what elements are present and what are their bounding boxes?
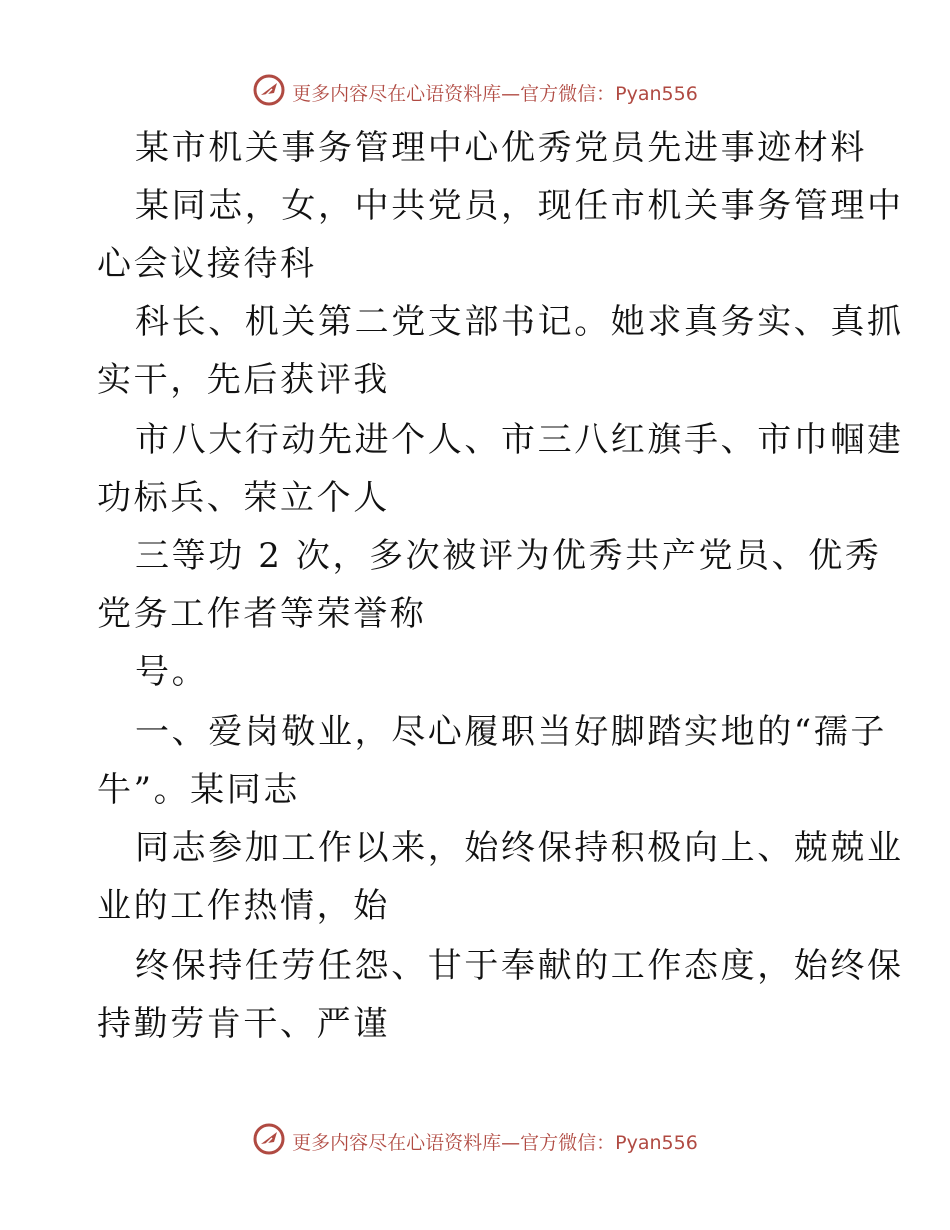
paragraph-line: 功标兵、荣立个人 xyxy=(97,478,390,518)
paragraph-line: 某同志，女，中共党员，现任市机关事务管理中 xyxy=(135,186,904,226)
paragraph-line: 三等功 2 次，多次被评为优秀共产党员、优秀 xyxy=(135,536,882,576)
paragraph-line: 终保持任劳任怨、甘于奉献的工作态度，始终保 xyxy=(135,946,904,986)
paragraph-line: 持勤劳肯干、严谨 xyxy=(97,1004,390,1044)
paragraph-line: 党务工作者等荣誉称 xyxy=(97,594,427,634)
watermark-footer xyxy=(0,1122,950,1161)
document-title: 某市机关事务管理中心优秀党员先进事迹材料 xyxy=(135,128,867,168)
logo-icon xyxy=(252,1122,286,1161)
section-heading-line: 一、爱岗敬业，尽心履职当好脚踏实地的“孺子 xyxy=(135,712,887,752)
paragraph-line: 科长、机关第二党支部书记。她求真务实、真抓 xyxy=(135,302,904,342)
paragraph-line: 实干，先后获评我 xyxy=(97,360,390,400)
watermark-header xyxy=(0,73,950,112)
watermark-text: 更多内容尽在心语资料库—官方微信：Pyan556 xyxy=(292,83,698,105)
paragraph-line: 业的工作热情，始 xyxy=(97,886,390,926)
logo-icon xyxy=(252,73,286,112)
watermark-text: 更多内容尽在心语资料库—官方微信：Pyan556 xyxy=(292,1132,698,1154)
paragraph-line: 号。 xyxy=(135,652,209,692)
paragraph-line: 心会议接待科 xyxy=(97,244,317,284)
paragraph-line: 同志参加工作以来，始终保持积极向上、兢兢业 xyxy=(135,828,904,868)
paragraph-line: 市八大行动先进个人、市三八红旗手、市巾帼建 xyxy=(135,420,904,460)
paragraph-line: 牛”。某同志 xyxy=(97,770,300,810)
